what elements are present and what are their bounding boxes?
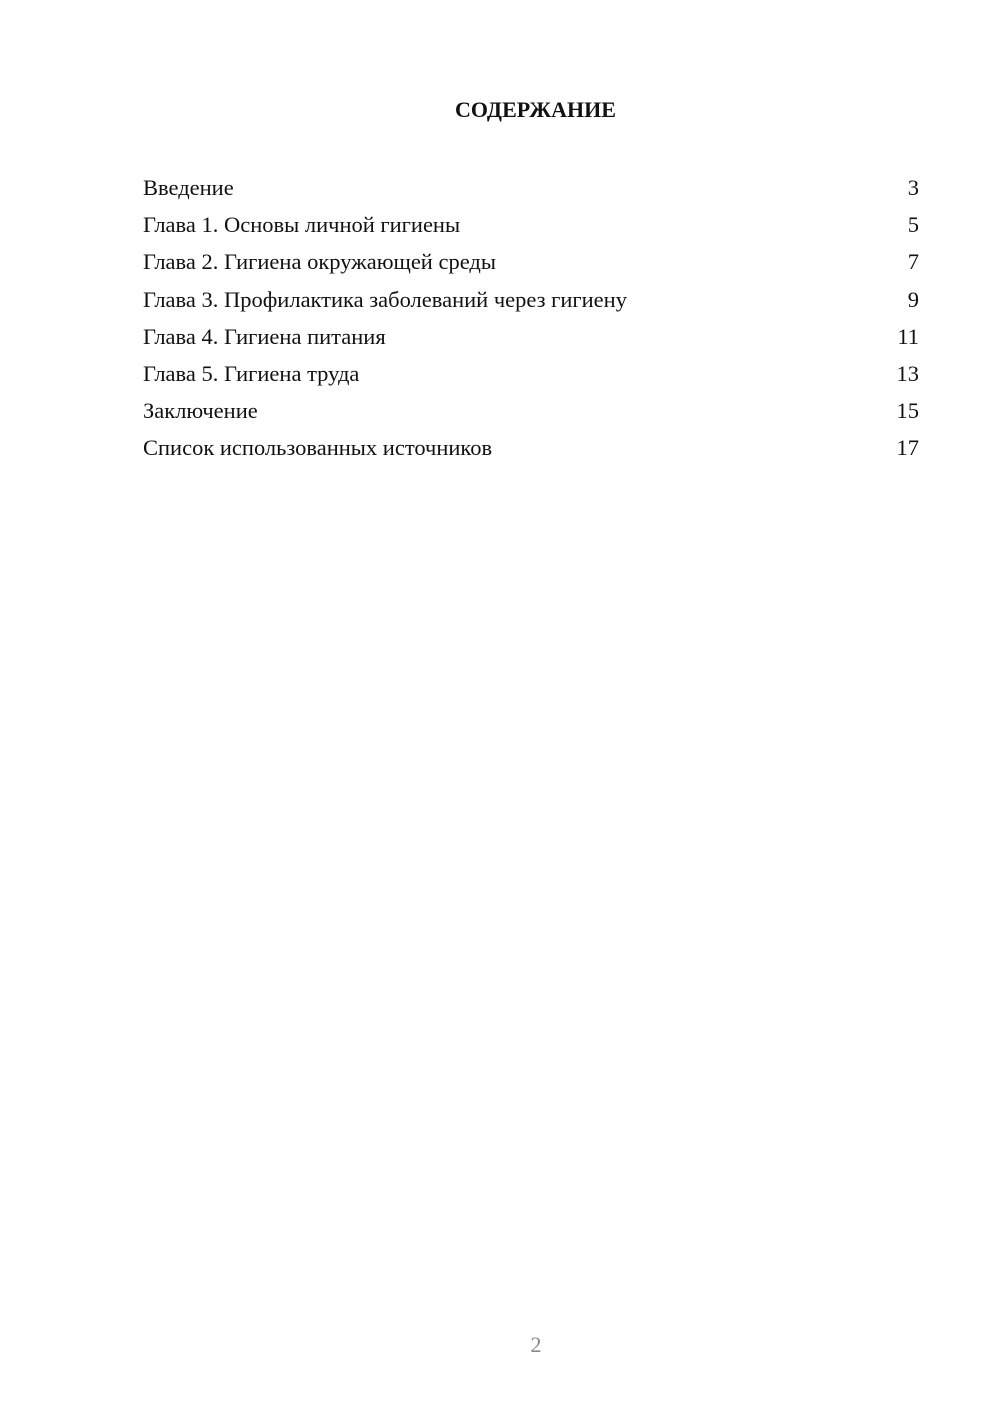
toc-entry-page: 11 [897, 323, 919, 349]
toc-entry-page: 15 [896, 398, 919, 424]
table-of-contents [143, 169, 919, 467]
toc-entry [143, 243, 919, 280]
toc-entry [143, 281, 919, 318]
toc-entry-page: 9 [907, 286, 919, 312]
toc-entry-page: 13 [896, 360, 919, 386]
toc-entry [143, 355, 919, 392]
toc-entry-label: Глава 4. Гигиена питания [143, 323, 386, 349]
toc-entry-label: Заключение [143, 398, 258, 424]
toc-entry-label: Введение [143, 175, 234, 200]
toc-entry-label: Список использованных источников [143, 435, 493, 461]
toc-entry-page: 17 [896, 435, 919, 461]
toc-entry [143, 429, 919, 466]
toc-entry-label: Глава 5. Гигиена труда [143, 360, 360, 386]
toc-entry-page: 3 [907, 175, 919, 200]
toc-entry-label: Глава 2. Гигиена окружающей среды [143, 249, 496, 275]
page-title: СОДЕРЖАНИЕ [455, 97, 616, 122]
toc-entry [143, 206, 919, 243]
toc-entry [143, 169, 919, 206]
toc-entry-label: Глава 3. Профилактика заболеваний через гигиену [143, 286, 627, 312]
toc-entry-page: 5 [907, 212, 919, 238]
toc-entry-page: 7 [907, 249, 919, 275]
page-number: 2 [530, 1332, 542, 1357]
toc-entry-label: Глава 1. Основы личной гигиены [143, 212, 461, 238]
toc-entry [143, 318, 919, 355]
toc-entry [143, 392, 919, 429]
